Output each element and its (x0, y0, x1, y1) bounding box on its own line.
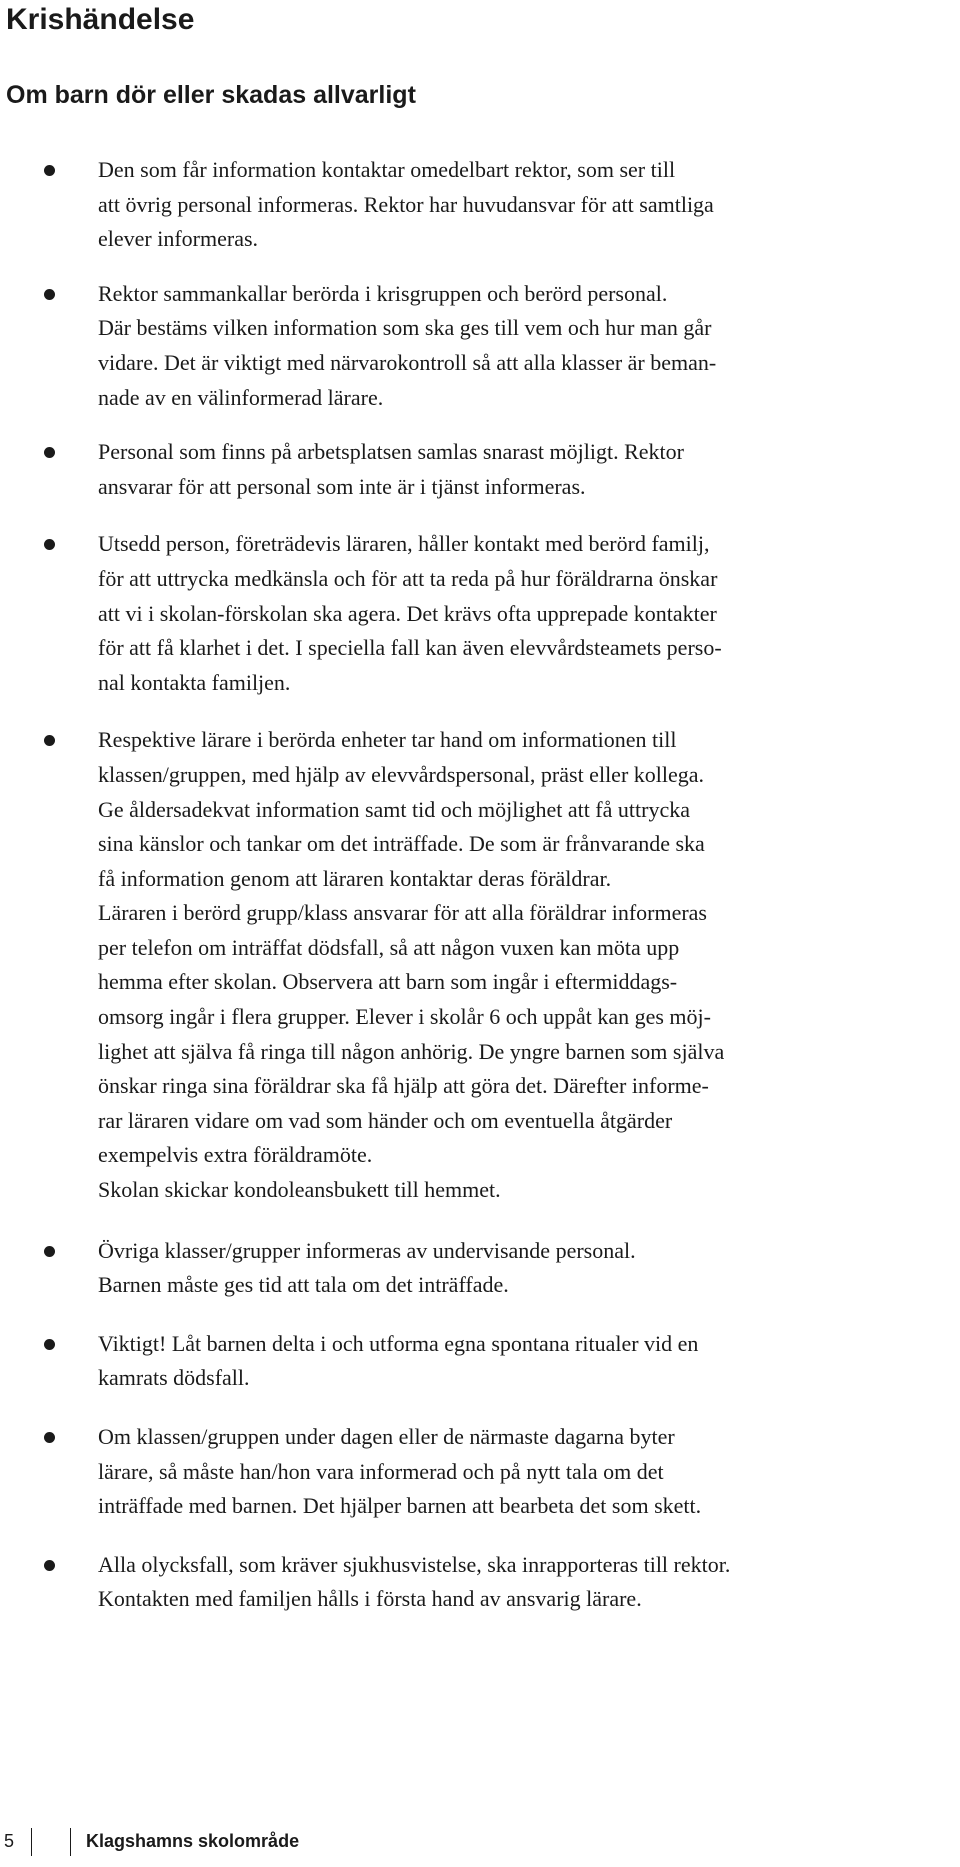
text-line: få information genom att läraren kontaktar deras föräldrar. (98, 865, 612, 891)
list-item (0, 527, 960, 700)
bullet-icon (44, 165, 55, 176)
text-line: Rektor sammankallar berörda i krisgruppen och berörd personal. (98, 280, 668, 306)
text-line: ansvarar för att personal som inte är i tjänst informeras. (98, 473, 586, 499)
text-line: Skolan skickar kondoleansbukett till hemmet. (98, 1177, 501, 1203)
text-line: per telefon om inträffat dödsfall, så att någon vuxen kan möta upp (98, 934, 680, 960)
text-line: elever informeras. (98, 226, 259, 252)
footer-divider (31, 1828, 32, 1856)
text-line: nal kontakta familjen. (98, 669, 291, 695)
text-line: exempelvis extra föräldramöte. (98, 1142, 373, 1168)
bullet-list (0, 153, 960, 1617)
section-heading: Om barn dör eller skadas allvarligt (6, 81, 416, 109)
text-line: Ge åldersadekvat information samt tid och möjlighet att få uttrycka (98, 796, 690, 822)
list-item (0, 277, 960, 415)
page-footer (0, 1828, 960, 1854)
text-line: Alla olycksfall, som kräver sjukhusvistelse, ska inrapporteras till rektor. (98, 1551, 731, 1577)
bullet-icon (44, 735, 55, 746)
text-line: sina känslor och tankar om det inträffade. De som är frånvarande ska (98, 831, 705, 857)
text-line: Övriga klasser/grupper informeras av undervisande personal. (98, 1237, 636, 1263)
text-line: Kontakten med familjen hålls i första hand av ansvarig lärare. (98, 1586, 642, 1612)
text-line: Den som får information kontaktar omedelbart rektor, som ser till (98, 157, 676, 182)
text-line: lighet att själva få ringa till någon anhörig. De yngre barnen som själva (98, 1038, 725, 1064)
page-title: Krishändelse (6, 3, 195, 36)
text-line: Där bestäms vilken information som ska ges till vem och hur man går (98, 315, 712, 341)
list-item (0, 435, 960, 504)
text-line: lärare, så måste han/hon vara informerad och på nytt tala om det (98, 1458, 664, 1484)
text-line: kamrats dödsfall. (98, 1365, 250, 1391)
text-line: Utsedd person, företrädevis läraren, håller kontakt med berörd familj, (98, 531, 710, 557)
text-line: för att uttrycka medkänsla och för att ta reda på hur föräldrarna önskar (98, 565, 718, 591)
text-line: för att få klarhet i det. I speciella fall kan även elevvårdsteamets perso- (98, 635, 722, 661)
text-line: Läraren i berörd grupp/klass ansvarar för att alla föräldrar informeras (98, 900, 707, 926)
list-item (0, 1327, 960, 1396)
bullet-icon (44, 447, 55, 458)
text-line: Om klassen/gruppen under dagen eller de närmaste dagarna byter (98, 1424, 675, 1449)
text-line: omsorg ingår i flera grupper. Elever i skolår 6 och uppåt kan ges möj- (98, 1004, 711, 1030)
text-line: vidare. Det är viktigt med närvarokontroll så att alla klasser är beman- (98, 349, 717, 375)
text-line: rar läraren vidare om vad som händer och om eventuella åtgärder (98, 1107, 673, 1133)
text-line: önskar ringa sina föräldrar ska få hjälp att göra det. Därefter informe- (98, 1073, 709, 1099)
text-line: Barnen måste ges tid att tala om det inträffade. (98, 1272, 509, 1298)
list-item (0, 1548, 960, 1617)
bullet-icon (44, 1432, 55, 1443)
list-item (0, 723, 960, 1207)
text-line: att vi i skolan-förskolan ska agera. Det krävs ofta upprepade kontakter (98, 600, 717, 626)
text-line: hemma efter skolan. Observera att barn som ingår i eftermiddags- (98, 969, 678, 995)
text-line: nade av en välinformerad lärare. (98, 384, 384, 410)
text-line: Viktigt! Låt barnen delta i och utforma egna spontana ritualer vid en (98, 1330, 699, 1356)
bullet-icon (44, 1246, 55, 1257)
text-line: Personal som finns på arbetsplatsen samlas snarast möjligt. Rektor (98, 439, 684, 465)
footer-divider (70, 1828, 71, 1856)
bullet-icon (44, 289, 55, 300)
list-item (0, 1234, 960, 1303)
list-item (0, 153, 960, 257)
bullet-icon (44, 1339, 55, 1350)
bullet-icon (44, 539, 55, 550)
page-number: 5 (4, 1831, 15, 1851)
footer-school-name: Klagshamns skolområde (86, 1831, 300, 1851)
text-line: inträffade med barnen. Det hjälper barnen att bearbeta det som skett. (98, 1493, 702, 1519)
bullet-icon (44, 1560, 55, 1571)
text-line: att övrig personal informeras. Rektor har huvudansvar för att samtliga (98, 191, 714, 217)
list-item (0, 1420, 960, 1524)
text-line: klassen/gruppen, med hjälp av elevvårdspersonal, präst eller kollega. (98, 761, 705, 787)
text-line: Respektive lärare i berörda enheter tar hand om informationen till (98, 727, 677, 753)
